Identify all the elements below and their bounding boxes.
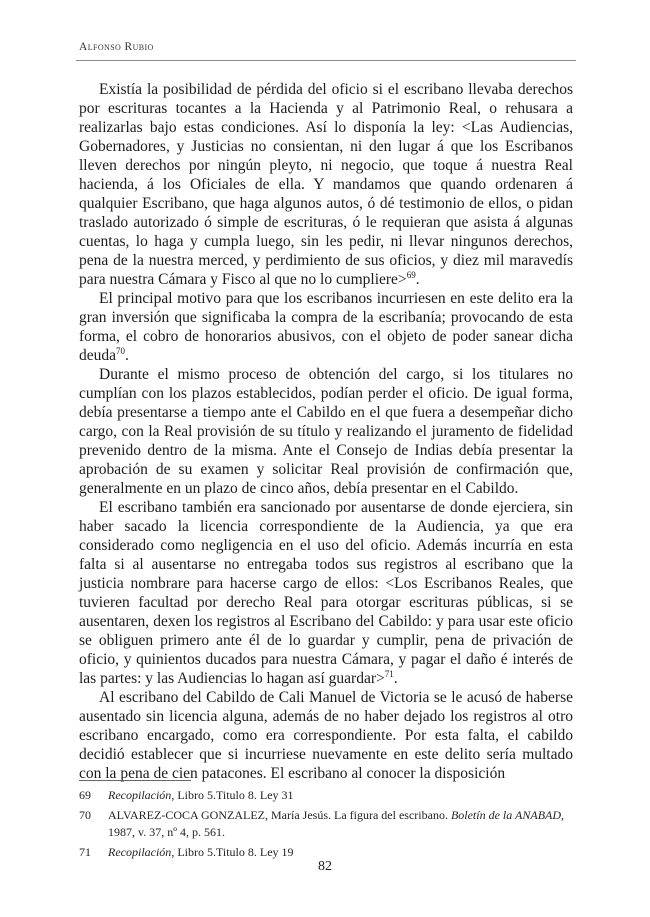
footnote-number: 69 <box>79 788 91 802</box>
footnote-number: 71 <box>79 845 91 859</box>
paragraph-1: Existía la posibilidad de pérdida del oficio si el escribano llevaba derechos por escrituras tocantes a la Hacienda y al Patrimonio Real, o rehusara a realizarlas bajo estas condiciones. Así lo disponía la ley: <Las Audiencias, Gobernadores, y Justicias no consientan, ni den lugar á que los Escribanos lleven derechos por ningún pleyto, ni negocio, que toque á nuestra Real hacienda, á los Oficiales de ella. Y mandamos que quando ordenaren á qualquier Escribano, que haga algunos autos, ó dé testimonio de ellos, o pidan traslado autorizado ó simple de escrituras, ó le requieran que asista á algunas cuentas, lo haga y cumpla luego, sin les pedir, ni llevar ningunos derechos, pena de la nuestra merced, y perdimiento de sus oficios, y diez mil maravedís para nuestra Cámara y Fisco al que no lo cumpliere>$^{69}$. <box>79 81 573 288</box>
paragraph-text: El escribano también era sancionado por ausentarse de donde ejerciera, sin haber sacado la licencia correspondiente de la Audiencia, ya que era considerado como negligencia en el uso del oficio. Además incurría en esta falta si al ausentarse no entregaba todos sus registros al escribano que la justicia nombrare para hacerse cargo de ellos: <Los Escribanos Reales, que tuvieren facultad por derecho Real para otorgar escrituras públicas, si se ausentaren, dexen los registros al Escribano del Cabildo: y para usar este oficio se obliguen primero ante él de lo guardar y cumplir, pena de privación de oficio, y quinientos ducados para nuestra Cámara, y pagar el daño é interés de las partes: y las Audiencias lo hagan así guardar> <box>79 499 573 687</box>
footnote-italic: Recopilación <box>108 845 172 859</box>
paragraph-2: El principal motivo para que los escribanos incurriesen en este delito era la gran inversión que significaba la compra de la escribanía; provocando de esta forma, el cobro de honorarios abusivos, con el objeto de poder sanear dicha deuda$^{70}$. <box>79 290 573 364</box>
body-text <box>79 80 573 783</box>
footnote-ref-71[interactable]: 71 <box>384 668 394 679</box>
header-rule <box>76 60 576 61</box>
footnote-rest: , Libro 5.Titulo 8. Ley 19 <box>171 845 294 859</box>
paragraph-3 <box>79 365 573 498</box>
footnote-text <box>108 787 573 804</box>
footnote-text <box>108 807 573 841</box>
paragraph-5 <box>79 688 573 783</box>
paragraph-text: El principal motivo para que los escribanos incurriesen en este delito era la gran inversión que significaba la compra de la escribanía; provocando de esta forma, el cobro de honorarios abusivos, con el objeto de poder sanear dicha deuda <box>79 290 573 364</box>
footnote-separator <box>79 780 191 781</box>
paragraph-text: Durante el mismo proceso de obtención del cargo, si los titulares no cumplían con los plazos establecidos, podían perder el oficio. De igual forma, debía presentarse a tiempo ante el Cabildo en el que fuera a desempeñar dicho cargo, con la Real provisión de su título y realizando el juramento de fidelidad prevenido dentro de la misma. Ante el Consejo de Indias debía presentar la aprobación de su examen y solicitar Real provisión de confirmación que, generalmente en un plazo de cinco años, debía presentar en el Cabildo. <box>79 366 573 497</box>
footnote-rest: , 1987, v. 37, nº 4, p. 561. <box>108 808 565 839</box>
footnote-ref-69[interactable]: 69 <box>406 269 416 280</box>
footnote-69 <box>79 787 573 804</box>
page-number: 82 <box>318 859 332 874</box>
footnote-number: 70 <box>79 808 91 822</box>
footnote-italic: Recopilación <box>108 788 172 802</box>
paragraph-text: Existía la posibilidad de pérdida del oficio si el escribano llevaba derechos por escrituras tocantes a la Hacienda y al Patrimonio Real, o rehusara a realizarlas bajo estas condiciones. Así lo disponía la ley: <Las Audiencias, Gobernadores, y Justicias no consientan, ni den lugar á que los Escribanos lleven derechos por ningún pleyto, ni negocio, que toque á nuestra Real hacienda, á los Oficiales de ella. Y mandamos que quando ordenaren á qualquier Escribano, que haga algunos autos, ó dé testimonio de ellos, o pidan traslado autorizado ó simple de escrituras, ó le requieran que asista á algunas cuentas, lo haga y cumpla luego, sin les pedir, ni llevar ningunos derechos, pena de la nuestra merced, y perdimiento de sus oficios, y diez mil maravedís para nuestra Cámara y Fisco al que no lo cumpliere> <box>79 81 573 288</box>
footnote-70 <box>79 807 573 841</box>
footnote-rest: , Libro 5.Titulo 8. Ley 31 <box>171 788 294 802</box>
paragraph-text: Al escribano del Cabildo de Cali Manuel de Victoria se le acusó de haberse ausentado sin licencia alguna, además de no haber dejado los registros al otro escribano encargado, como era correspondiente. Por esta falta, el cabildo decidió establecer que si incurriese nuevamente en este delito sería multado con la pena de cien patacones. El escribano al conocer la disposición <box>79 689 573 782</box>
footnotes <box>79 787 573 864</box>
footnote-italic: Boletín de la ANABAD <box>450 808 562 822</box>
running-header: Alfonso Rubio <box>79 41 154 53</box>
footnote-before: ALVAREZ-COCA GONZALEZ, María Jesús. La figura del escribano. <box>108 808 451 822</box>
footnote-ref-70[interactable]: 70 <box>116 345 126 356</box>
paragraph-4: El escribano también era sancionado por ausentarse de donde ejerciera, sin haber sacado la licencia correspondiente de la Audiencia, ya que era considerado como negligencia en el uso del oficio. Además incurría en esta falta si al ausentarse no entregaba todos sus registros al escribano que la justicia nombrare para hacerse cargo de ellos: <Los Escribanos Reales, que tuvieren facultad por derecho Real para otorgar escrituras públicas, si se ausentaren, dexen los registros al Escribano del Cabildo: y para usar este oficio se obliguen primero ante él de lo guardar y cumplir, pena de privación de oficio, y quinientos ducados para nuestra Cámara, y pagar el daño é interés de las partes: y las Audiencias lo hagan así guardar>$^{71}$. <box>79 499 573 687</box>
